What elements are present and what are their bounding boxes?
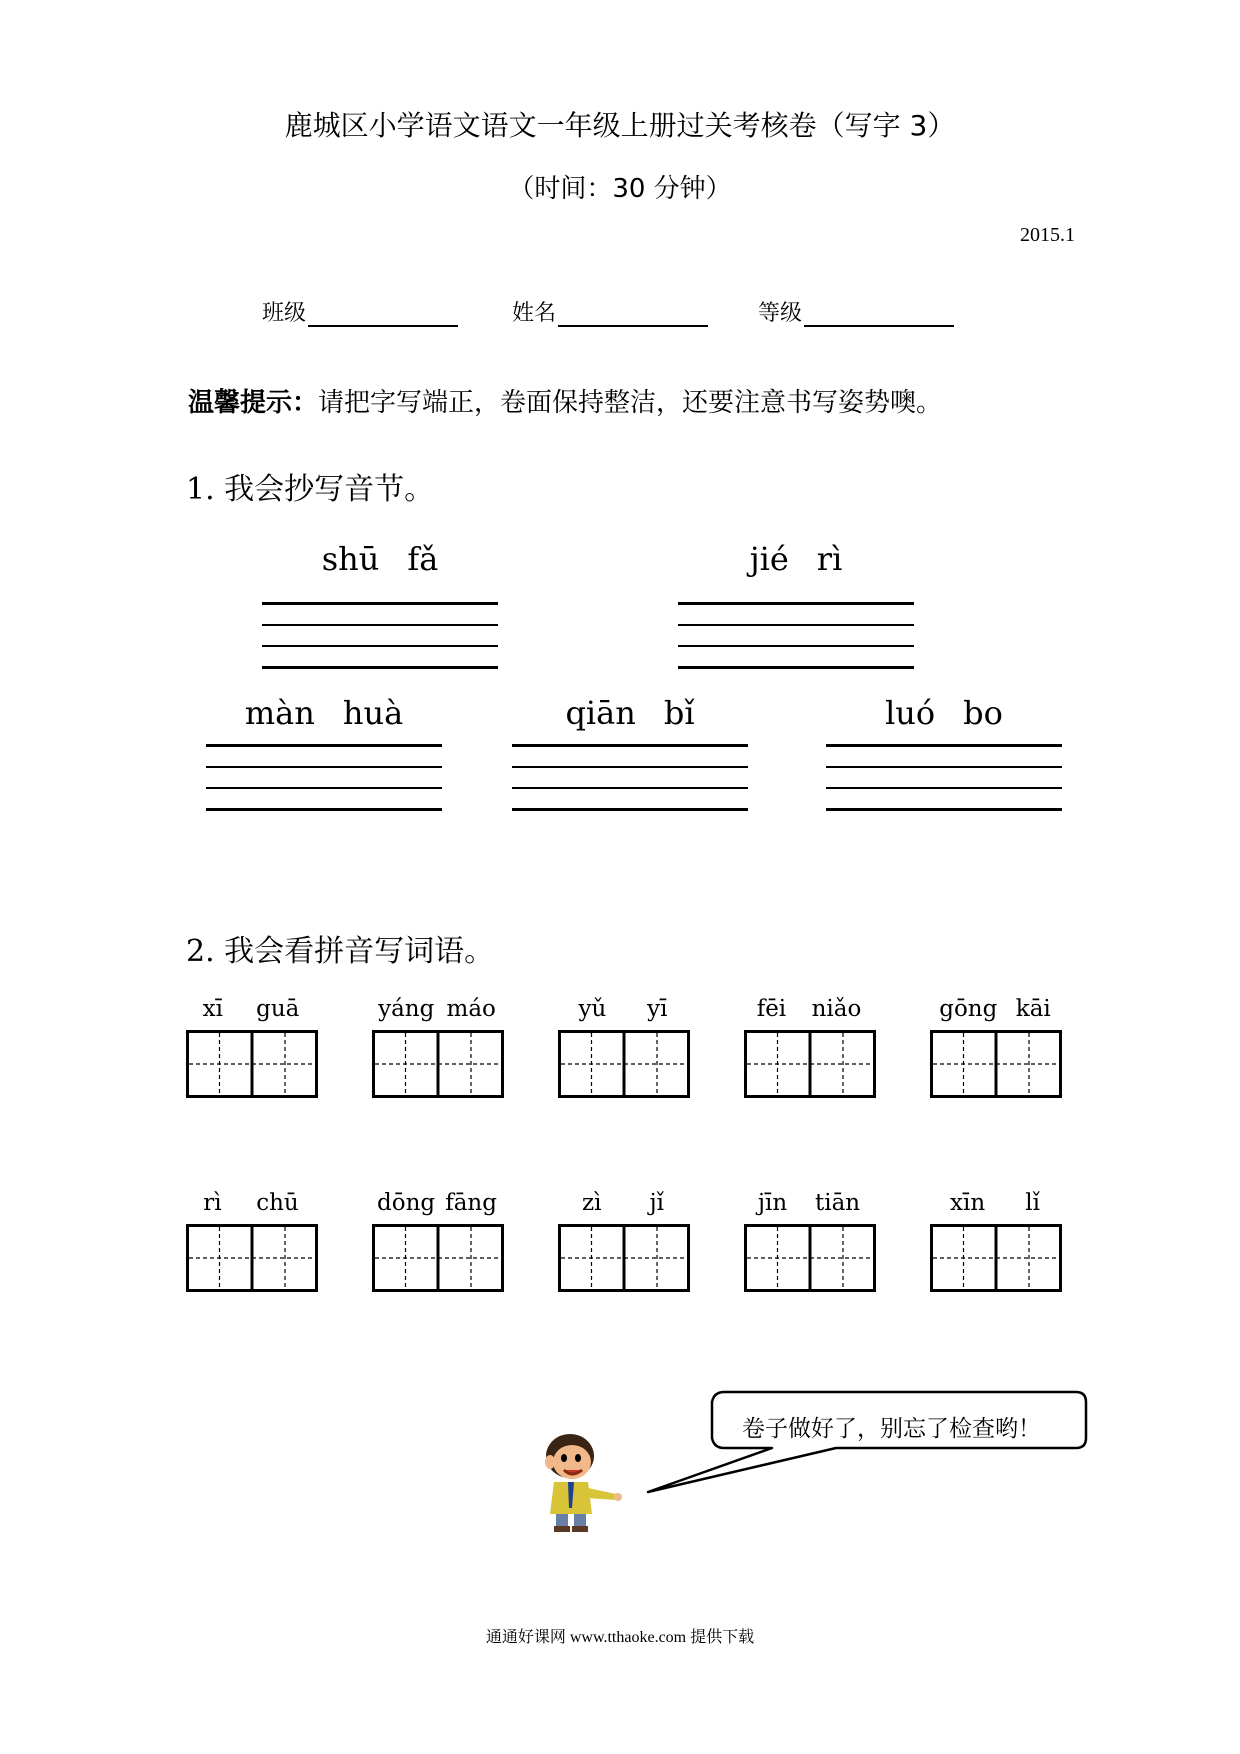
pinyin-word: jié rì (749, 540, 843, 578)
pinyin-writing-item[interactable] (186, 996, 316, 1098)
tian-zi-grid[interactable] (744, 1030, 876, 1098)
pinyin-writing-item[interactable] (372, 996, 502, 1098)
pinyin-word: yǔ yī (578, 996, 668, 1022)
copy-item-4[interactable] (512, 694, 748, 732)
copy-item-1[interactable] (262, 540, 498, 578)
pinyin-word: qiān bǐ (565, 694, 695, 732)
pinyin-word: dōng fāng (377, 1190, 497, 1216)
pinyin-writing-item[interactable] (744, 1190, 874, 1292)
copy-item-2[interactable] (678, 540, 914, 578)
pinyin-writing-item[interactable] (186, 1190, 316, 1292)
tip-body: 请把字写端正，卷面保持整洁，还要注意书写姿势噢。 (318, 388, 943, 418)
tian-zi-grid[interactable] (744, 1224, 876, 1292)
class-field[interactable] (262, 296, 458, 327)
pinyin-writing-item[interactable] (372, 1190, 502, 1292)
pinyin-word: luó bo (885, 694, 1003, 732)
pinyin-word: xī guā (202, 996, 300, 1022)
pinyin-writing-item[interactable] (930, 996, 1060, 1098)
pinyin-word: rì chū (203, 1190, 299, 1216)
pinyin-word: shū fǎ (321, 540, 439, 578)
pinyin-word: yáng máo (378, 996, 496, 1022)
pinyin-word: jīn tiān (757, 1190, 861, 1216)
writing-lines-2[interactable] (678, 602, 914, 688)
pinyin-word: màn huà (244, 694, 404, 732)
exam-date: 2015.1 (1020, 224, 1075, 246)
section1-title: 1. 我会抄写音节。 (186, 472, 435, 507)
name-label: 姓名 (512, 301, 557, 326)
page-title: 鹿城区小学语文语文一年级上册过关考核卷（写字 3） (284, 109, 956, 142)
grade-label: 等级 (758, 301, 803, 326)
writing-lines-3[interactable] (206, 744, 442, 830)
tian-zi-grid[interactable] (930, 1030, 1062, 1098)
tian-zi-grid[interactable] (558, 1224, 690, 1292)
class-blank[interactable] (308, 299, 458, 327)
pinyin-writing-item[interactable] (558, 996, 688, 1098)
pinyin-word: zì jǐ (582, 1190, 664, 1216)
pinyin-word: gōng kāi (939, 996, 1051, 1022)
tian-zi-grid[interactable] (558, 1030, 690, 1098)
writing-lines-4[interactable] (512, 744, 748, 830)
pinyin-writing-item[interactable] (558, 1190, 688, 1292)
pinyin-word: fēi niǎo (756, 996, 862, 1022)
writing-lines-1[interactable] (262, 602, 498, 688)
name-field[interactable] (512, 296, 708, 327)
tip-label: 温馨提示： (188, 388, 319, 418)
copy-item-3[interactable] (206, 694, 442, 732)
grade-field[interactable] (758, 296, 954, 327)
tian-zi-grid[interactable] (372, 1224, 504, 1292)
tian-zi-grid[interactable] (186, 1030, 318, 1098)
section2-title: 2. 我会看拼音写词语。 (186, 934, 495, 969)
tip-text (188, 382, 942, 419)
boy-character-illustration (536, 1428, 622, 1532)
footer-credit: 通通好课网 www.tthaoke.com 提供下载 (485, 1629, 755, 1646)
grade-blank[interactable] (804, 299, 954, 327)
copy-item-5[interactable] (826, 694, 1062, 732)
pinyin-writing-item[interactable] (930, 1190, 1060, 1292)
pinyin-writing-item[interactable] (744, 996, 874, 1098)
writing-lines-5[interactable] (826, 744, 1062, 830)
pinyin-word: xīn lǐ (950, 1190, 1040, 1216)
name-blank[interactable] (558, 299, 708, 327)
speech-bubble (640, 1376, 1100, 1516)
page-subtitle: （时间：30 分钟） (508, 174, 732, 204)
speech-bubble-text: 卷子做好了，别忘了检查哟！ (742, 1416, 1041, 1442)
class-label: 班级 (262, 301, 307, 326)
tian-zi-grid[interactable] (930, 1224, 1062, 1292)
tian-zi-grid[interactable] (372, 1030, 504, 1098)
tian-zi-grid[interactable] (186, 1224, 318, 1292)
